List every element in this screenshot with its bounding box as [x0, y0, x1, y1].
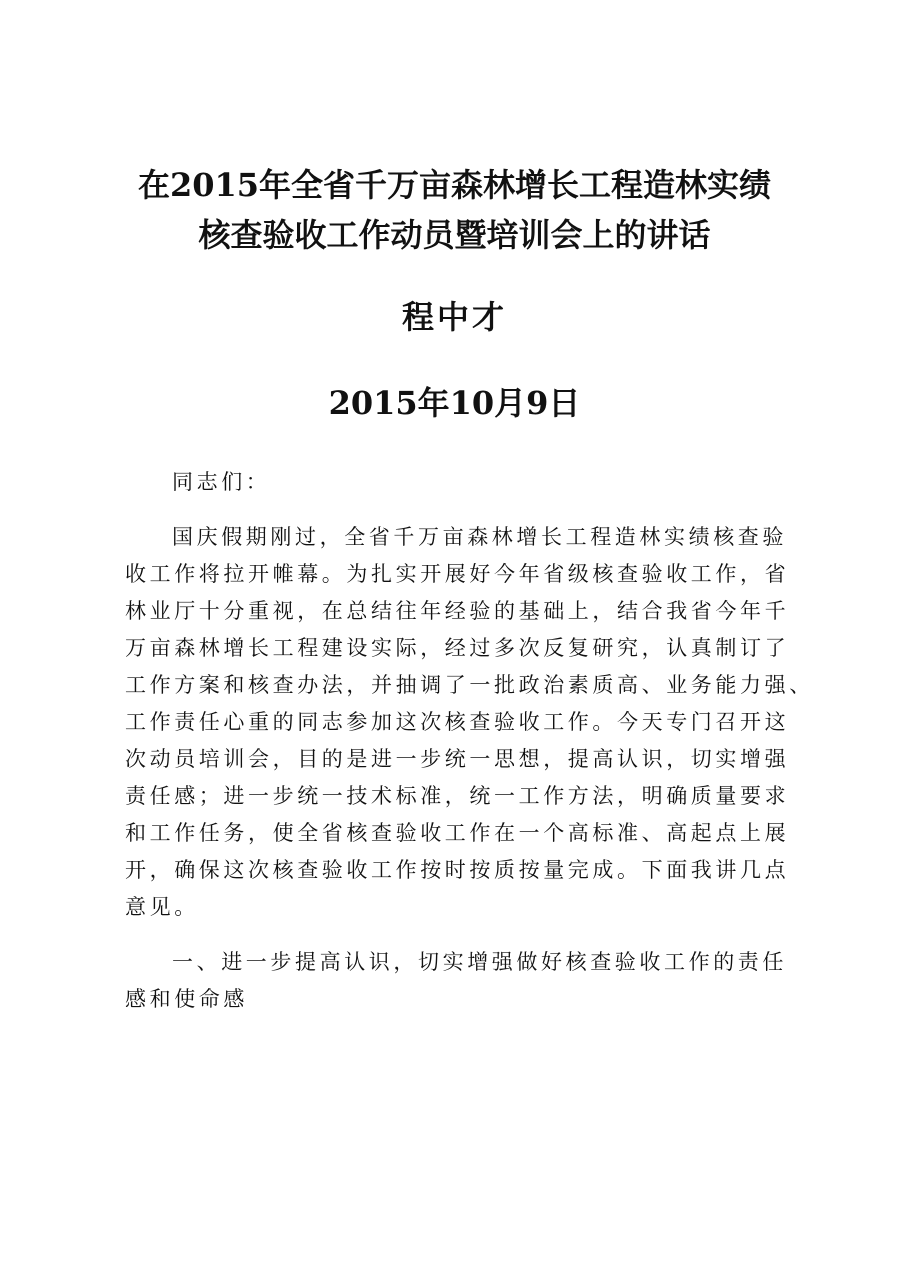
title-line-1: 在2015年全省千万亩森林增长工程造林实绩: [137, 166, 772, 204]
paragraph-1: [125, 519, 814, 926]
heading-line: 一、进一步提高认识，切实增强做好核查验收工作的责任: [172, 950, 787, 974]
heading-line: 感和使命感: [125, 987, 248, 1011]
title-line-2: 核查验收工作动员暨培训会上的讲话: [198, 216, 711, 254]
salutation: 同志们：: [172, 470, 271, 494]
speech-body: [125, 464, 814, 1018]
paragraph-line: 万亩森林增长工程建设实际，经过多次反复研究，认真制订了: [125, 636, 790, 660]
paragraph-line: 工作责任心重的同志参加这次核查验收工作。今天专门召开这: [125, 710, 790, 734]
speech-date: 2015年10月9日: [328, 384, 581, 422]
paragraph-line: 工作方案和核查办法，并抽调了一批政治素质高、业务能力强、: [125, 673, 814, 697]
section-heading-1: [125, 944, 805, 1018]
paragraph-line: 收工作将拉开帷幕。为扎实开展好今年省级核查验收工作，省: [125, 562, 790, 586]
speaker-name: 程中才: [401, 298, 507, 336]
paragraph-line: 次动员培训会，目的是进一步统一思想，提高认识，切实增强: [125, 747, 790, 771]
paragraph-line: 责任感；进一步统一技术标准，统一工作方法，明确质量要求: [125, 784, 790, 808]
paragraph-line: 和工作任务，使全省核查验收工作在一个高标准、高起点上展: [125, 821, 790, 845]
paragraph-line: 林业厅十分重视，在总结往年经验的基础上，结合我省今年千: [125, 599, 790, 623]
document-title: [0, 160, 909, 260]
paragraph-line: 国庆假期刚过，全省千万亩森林增长工程造林实绩核查验: [172, 525, 787, 549]
paragraph-line: 意见。: [125, 895, 199, 919]
paragraph-line: 开，确保这次核查验收工作按时按质按量完成。下面我讲几点: [125, 858, 790, 882]
